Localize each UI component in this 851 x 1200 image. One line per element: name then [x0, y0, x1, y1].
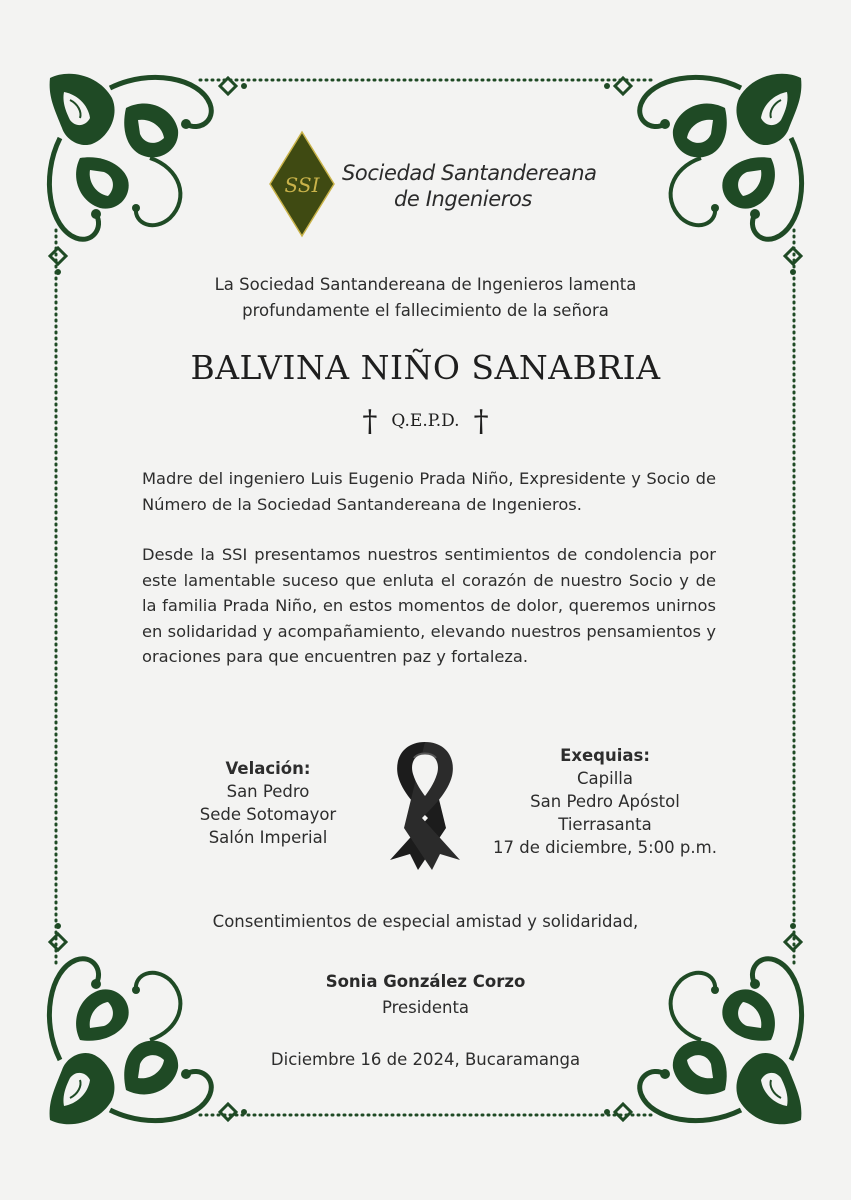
- logo-wordmark: [342, 160, 602, 212]
- intro-text: [100, 272, 751, 324]
- exequias-line: 17 de diciembre, 5:00 p.m.: [493, 838, 717, 857]
- intro-line-1: La Sociedad Santandereana de Ingenieros lamenta: [214, 275, 637, 294]
- cross-icon: †: [362, 404, 378, 439]
- logo-line-2: de Ingenieros: [394, 187, 532, 211]
- logo-line-1: Sociedad Santandereana: [342, 161, 597, 185]
- date-place: Diciembre 16 de 2024, Bucaramanga: [270, 1050, 581, 1069]
- velacion-line: San Pedro: [226, 782, 310, 801]
- corner-ornament-bottom-right: [604, 923, 802, 1124]
- cross-icon: †: [473, 404, 489, 439]
- corner-ornament-top-right: [604, 74, 802, 275]
- velacion-block: [178, 757, 358, 849]
- velacion-title: Velación:: [225, 759, 311, 778]
- deceased-name: BALVINA NIÑO SANABRIA: [190, 348, 661, 387]
- corner-ornament-bottom-left: [49, 923, 247, 1124]
- logo-monogram: SSI: [284, 173, 320, 197]
- closing-text: Consentimientos de especial amistad y solidaridad,: [212, 912, 639, 931]
- velacion-line: Sede Sotomayor: [199, 805, 337, 824]
- intro-line-2: profundamente el fallecimiento de la señora: [242, 301, 609, 320]
- exequias-title: Exequias:: [560, 746, 650, 765]
- velacion-line: Salón Imperial: [208, 828, 328, 847]
- corner-ornament-top-left: [49, 74, 247, 275]
- qepd-line: [100, 404, 751, 439]
- exequias-line: Capilla: [577, 769, 633, 788]
- relation-paragraph: Madre del ingeniero Luis Eugenio Prada Niño, Expresidente y Socio de Número de la Sociedad Santandereana de Ingenieros.: [142, 469, 716, 514]
- exequias-line: San Pedro Apóstol: [530, 792, 680, 811]
- exequias-line: Tierrasanta: [558, 815, 652, 834]
- qepd-text: Q.E.P.D.: [391, 411, 460, 431]
- signatory-name: Sonia González Corzo: [325, 972, 526, 991]
- signatory-role: Presidenta: [381, 998, 470, 1017]
- condolence-paragraph: Desde la SSI presentamos nuestros sentimientos de condolencia por este lamentable suceso que enluta el corazón de nuestro Socio y de la familia Prada Niño, en estos momentos de dolor, queremos unirnos en solidaridad y acompañamiento, elevando nuestros pensamientos y oraciones para que encuentren paz y fortaleza.: [142, 545, 716, 666]
- exequias-block: [480, 744, 730, 859]
- mourning-ribbon-icon: [370, 736, 480, 870]
